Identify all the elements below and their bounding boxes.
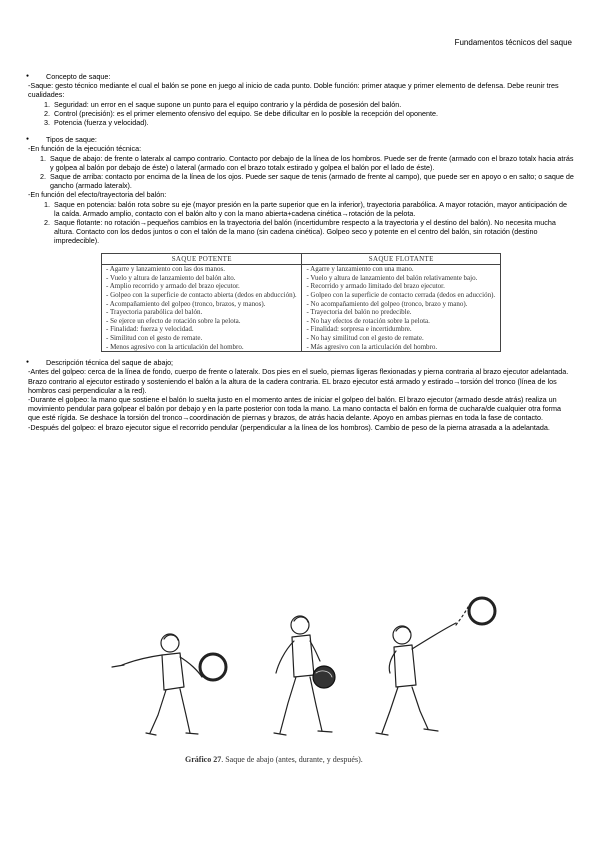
efecto-heading: -En función del efecto/trayectoria del balón: bbox=[28, 190, 167, 200]
underhand-serve-illustration bbox=[110, 595, 510, 745]
caption-label: Gráfico 27 bbox=[185, 755, 222, 764]
table-cell: - Golpeo con la superficie de contacto cerrada (dedos en aducción). bbox=[302, 291, 501, 300]
player-before-figure bbox=[112, 634, 202, 735]
table-cell: - Amplio recorrido y armado del brazo ejecutor. bbox=[102, 282, 302, 291]
table-header-potente: SAQUE POTENTE bbox=[102, 253, 302, 265]
table-row bbox=[102, 308, 501, 317]
table-cell: - Trayectoria del balón no predecible. bbox=[302, 308, 501, 317]
document-body bbox=[28, 70, 574, 432]
descripcion-despues: -Después del golpeo: el brazo ejecutor sigue el recorrido pendular (perpendicular a la línea de los hombros). Cambio de peso de la pierna atrasada a la adelantada. bbox=[28, 422, 550, 432]
list-item: 1. Seguridad: un error en el saque supone un punto para el equipo contrario y la pérdida de posesión del balón. bbox=[52, 100, 574, 109]
table-row bbox=[102, 334, 501, 343]
cualidades-list bbox=[28, 100, 574, 128]
table-cell: - Recorrido y armado limitado del brazo ejecutor. bbox=[302, 282, 501, 291]
ejecucion-list bbox=[28, 154, 574, 191]
table-row bbox=[102, 343, 501, 352]
concepto-heading: ● Concepto de saque: bbox=[28, 72, 574, 81]
ejecucion-heading: -En función de la ejecución técnica: bbox=[28, 144, 142, 154]
tipos-heading: ● Tipos de saque: bbox=[28, 135, 574, 144]
table-header-flotante: SAQUE FLOTANTE bbox=[302, 253, 501, 265]
table-cell: - Más agresivo con la articulación del hombro. bbox=[302, 343, 501, 352]
table-cell: - No hay similitud con el gesto de remate. bbox=[302, 334, 501, 343]
table-cell: - Finalidad: fuerza y velocidad. bbox=[102, 325, 302, 334]
caption-text: . Saque de abajo (antes, durante, y después). bbox=[221, 755, 363, 764]
table-cell: - Agarre y lanzamiento con las dos manos. bbox=[102, 265, 302, 274]
player-after-figure bbox=[376, 607, 468, 735]
figure-caption bbox=[185, 755, 363, 764]
table-cell: - Vuelo y altura de lanzamiento del balón relativamente bajo. bbox=[302, 274, 501, 283]
list-item: 3. Potencia (fuerza y velocidad). bbox=[52, 118, 574, 127]
list-item: 1. Saque de abajo: de frente o lateralx al campo contrario. Contacto por debajo de la línea de los hombros. Puede ser de frente (armado con el brazo totalx hacia atrás y golpea al balón por debajo de éste) o lateral (armado con el brazo totalx estirado y golpea el balón por el lado de éste). bbox=[48, 154, 574, 172]
table-row bbox=[102, 317, 501, 326]
concepto-definition: -Saque: gesto técnico mediante el cual el balón se pone en juego al inicio de cada punto. Doble función: primer ataque y primer elemento de defensa. Debe reunir tres cualidades: bbox=[28, 81, 559, 100]
table-row bbox=[102, 265, 501, 274]
table-row bbox=[102, 282, 501, 291]
list-item: 2. Saque flotante: no rotación→pequeños cambios en la trayectoria del balón (incertidumbre respecto a la trayectoria y el destino del balón). No necesita mucha altura. Contacto con los dedos juntos o con el talón de la mano (sin cadena cinética). Golpeo seco y potente en el centro del balón, sin rotación (destino impredecible). bbox=[52, 218, 574, 246]
ball-before bbox=[200, 654, 226, 680]
descripcion-durante: -Durante el golpeo: la mano que sostiene el balón lo suelta justo en el momento antes de iniciar el golpeo del balón. El brazo ejecutor (armado desde atrás) realiza un movimiento pendular para golpear el balón por debajo y en la parte posterior con toda la mano. La mano contacta el balón en forma de cuchara/de cualquier otra forma que esté rígida. Se deshace la torsión del tronco→coordinación de piernas y brazos, de atrás hacia delante. Apoyo en ambas piernas en toda la fase de contacto. bbox=[28, 395, 562, 423]
table-cell: - No hay efectos de rotación sobre la pelota. bbox=[302, 317, 501, 326]
ball-during bbox=[313, 666, 335, 688]
table-cell: - Vuelo y altura de lanzamiento del balón alto. bbox=[102, 274, 302, 283]
efecto-list bbox=[28, 200, 574, 246]
table-row bbox=[102, 291, 501, 300]
table-cell: - Similitud con el gesto de remate. bbox=[102, 334, 302, 343]
table-row bbox=[102, 300, 501, 309]
descripcion-heading: ● Descripción técnica del saque de abajo; bbox=[28, 358, 574, 367]
table-cell: - No acompañamiento del golpeo (tronco, brazo y mano). bbox=[302, 300, 501, 309]
table-row bbox=[102, 274, 501, 283]
table-cell: - Menos agresivo con la articulación del hombro. bbox=[102, 343, 302, 352]
table-cell: - Acompañamiento del golpeo (tronco, brazos, y manos). bbox=[102, 300, 302, 309]
page-header: Fundamentos técnicos del saque bbox=[454, 38, 572, 47]
table-cell: - Agarre y lanzamiento con una mano. bbox=[302, 265, 501, 274]
comparison-table bbox=[101, 253, 501, 353]
ball-after bbox=[469, 598, 495, 624]
list-item: 2. Control (precisión): es el primer elemento ofensivo del equipo. Se debe dificultar en lo posible la recepción del oponente. bbox=[52, 109, 574, 118]
list-item: 1. Saque en potencia: balón rota sobre su eje (mayor presión en la parte superior que en la inferior), trayectoria parabólica. A mayor rotación, mayor anticipación de la caída. Armado amplio, contacto con el balón alto y con la mano abierta+cadena cinética→rotación de la pelota. bbox=[52, 200, 574, 218]
list-item: 2. Saque de arriba: contacto por encima de la línea de los ojos. Puede ser saque de tenis (armado de frente al campo), que puede ser en apoyo o en salto; o saque de gancho (armado lateralx). bbox=[48, 172, 574, 190]
table-cell: - Finalidad: sorpresa e incertidumbre. bbox=[302, 325, 501, 334]
descripcion-antes: -Antes del golpeo: cerca de la línea de fondo, cuerpo de frente o lateralx. Dos pies en el suelo, piernas ligeras flexionadas y pierna contraria al brazo ejecutor adelantada. Brazo contrario al ejecutor estirado y sosteniendo el balón a la altura de la cadera contraria. EL brazo ejecutor está armado y estirado→torsión del tronco (línea de los hombros casi perpendicular a la red). bbox=[28, 367, 569, 395]
table-cell: - Trayectoria parabólica del balón. bbox=[102, 308, 302, 317]
table-row bbox=[102, 325, 501, 334]
table-cell: - Golpeo con la superficie de contacto abierta (dedos en abducción). bbox=[102, 291, 302, 300]
table-cell: - Se ejerce un efecto de rotación sobre la pelota. bbox=[102, 317, 302, 326]
